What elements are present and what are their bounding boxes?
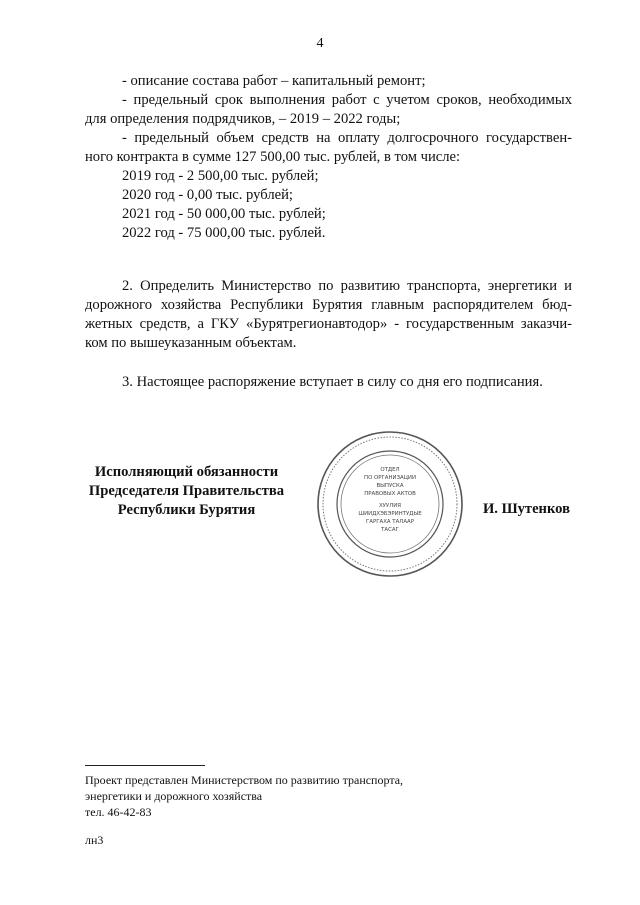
- point-2-paragraph: [85, 277, 572, 353]
- point-2-line-1: 2. Определить Министерство по развитию транспорта, энергетики и: [122, 278, 572, 294]
- seal-text-1: ОТДЕЛ: [380, 467, 400, 473]
- year-2021-line: 2021 год - 50 000,00 тыс. рублей;: [122, 206, 326, 222]
- year-2022-line: 2022 год - 75 000,00 тыс. рублей.: [122, 225, 326, 241]
- signatory-title-line-2: Председателя Правительства: [88, 483, 285, 499]
- funding-line-1: - предельный объем средств на оплату долгосрочного государствен-: [122, 130, 572, 146]
- point-2-line-3: жетных средств, а ГКУ «Бурятрегионавтодор» - государственным заказчи-: [85, 316, 572, 332]
- point-3-line: 3. Настоящее распоряжение вступает в силу со дня его подписания.: [122, 374, 543, 390]
- year-2019-line: 2019 год - 2 500,00 тыс. рублей;: [122, 168, 319, 184]
- seal-text-7: ГАРГАХА ТАЛААР: [366, 519, 414, 525]
- seal-text-4: ПРАВОВЫХ АКТОВ: [364, 491, 416, 497]
- work-description-line: - описание состава работ – капитальный ремонт;: [122, 73, 426, 89]
- seal-text-3: ВЫПУСКА: [376, 483, 404, 489]
- seal-text-5: ХУУЛИЯ: [378, 503, 402, 509]
- signatory-title-line-3: Республики Бурятия: [117, 502, 256, 518]
- signatory-title: [70, 463, 303, 520]
- seal-text-6: ШИИДХЭБЭРИНТУДЫЕ: [358, 511, 422, 517]
- footnote-line-2: энергетики и дорожного хозяйства: [85, 789, 263, 803]
- year-2020-line: 2020 год - 0,00 тыс. рублей;: [122, 187, 293, 203]
- page-number: 4: [316, 36, 324, 51]
- deadline-line-2: для определения подрядчиков, – 2019 – 2022 годы;: [85, 111, 401, 127]
- footnote-divider: [85, 765, 205, 766]
- footnote: [85, 772, 565, 820]
- signatory-name: И. Шутенков: [482, 501, 570, 517]
- terms-list: [85, 72, 572, 243]
- signatory-title-line-1: Исполняющий обязанности: [94, 464, 279, 480]
- point-3-paragraph: [85, 373, 572, 392]
- seal-text-8: ТАСАГ: [381, 527, 399, 533]
- author-initials: лн3: [85, 833, 104, 847]
- official-seal: [315, 429, 465, 579]
- footnote-phone: тел. 46-42-83: [85, 805, 152, 819]
- point-2-line-4: ком по вышеуказанным объектам.: [85, 335, 297, 351]
- deadline-line-1: - предельный срок выполнения работ с учетом сроков, необходимых: [122, 92, 572, 108]
- footnote-line-1: Проект представлен Министерством по развитию транспорта,: [85, 773, 404, 787]
- funding-line-2: ного контракта в сумме 127 500,00 тыс. рублей, в том числе:: [85, 149, 461, 165]
- point-2-line-2: дорожного хозяйства Республики Бурятия главным распорядителем бюд-: [85, 297, 572, 313]
- seal-text-2: ПО ОРГАНИЗАЦИИ: [364, 475, 416, 481]
